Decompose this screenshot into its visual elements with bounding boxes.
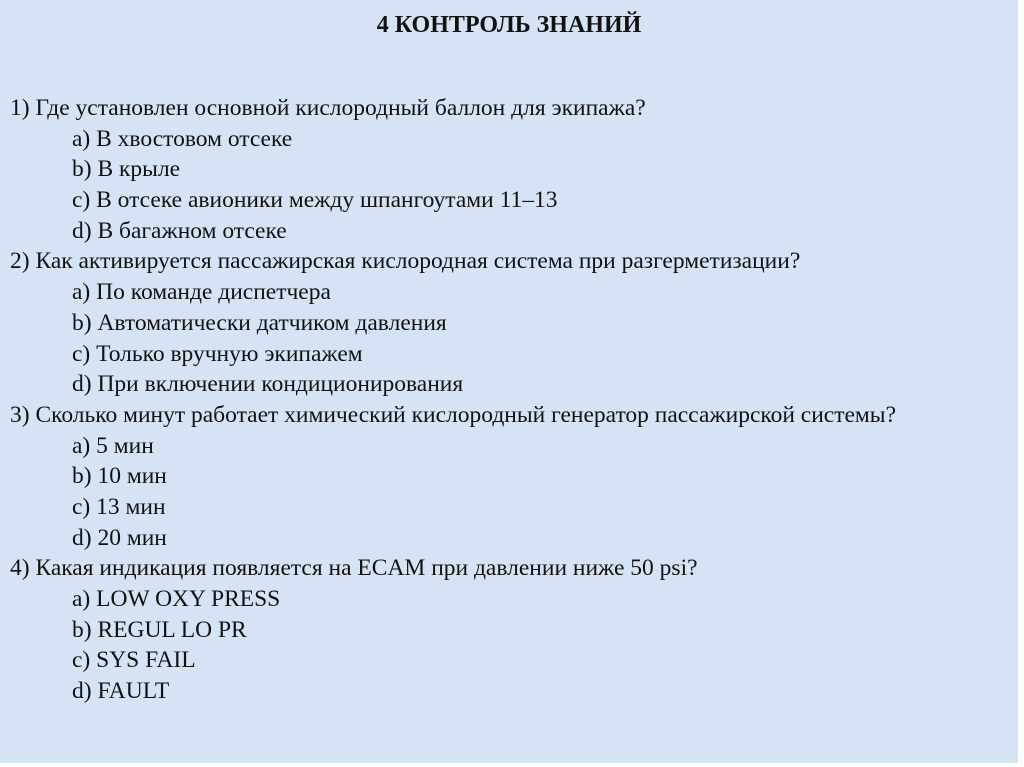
question-4 <box>10 553 1010 706</box>
slide-title: 4 КОНТРОЛЬ ЗНАНИЙ <box>376 12 642 38</box>
answer-option: b) 10 мин <box>72 463 167 490</box>
answer-option: d) В багажном отсеке <box>72 217 287 244</box>
right-border <box>1018 0 1024 767</box>
answer-option: b) Автоматически датчиком давления <box>72 309 447 336</box>
answer-option: b) В крыле <box>72 156 181 183</box>
answer-option: c) Только вручную экипажем <box>72 340 363 367</box>
answer-option: a) В хвостовом отсеке <box>72 125 293 152</box>
answer-option: d) 20 мин <box>72 524 167 551</box>
answer-option: b) REGUL LO PR <box>72 616 247 643</box>
answer-option: c) SYS FAIL <box>72 647 196 674</box>
answer-option: d) FAULT <box>72 678 170 705</box>
question-list <box>10 93 1010 707</box>
answer-option: c) 13 мин <box>72 493 166 520</box>
bottom-border <box>0 763 1024 767</box>
answer-option: a) LOW OXY PRESS <box>72 586 281 612</box>
answer-option: a) По команде диспетчера <box>72 279 331 306</box>
answer-option: a) 5 мин <box>72 432 154 459</box>
question-text: 2) Как активируется пассажирская кислородная система при разгерметизации? <box>10 248 801 275</box>
question-3 <box>10 400 1010 553</box>
answer-option: c) В отсеке авионики между шпангоутами 11–13 <box>72 187 558 214</box>
question-1 <box>10 93 1010 246</box>
question-text: 4) Какая индикация появляется на ECAM при давлении ниже 50 psi? <box>10 555 698 582</box>
question-2 <box>10 246 1010 399</box>
question-text: 1) Где установлен основной кислородный баллон для экипажа? <box>10 95 646 121</box>
answer-option: d) При включении кондиционирования <box>72 371 464 398</box>
question-text: 3) Сколько минут работает химический кислородный генератор пассажирской системы? <box>10 401 897 428</box>
